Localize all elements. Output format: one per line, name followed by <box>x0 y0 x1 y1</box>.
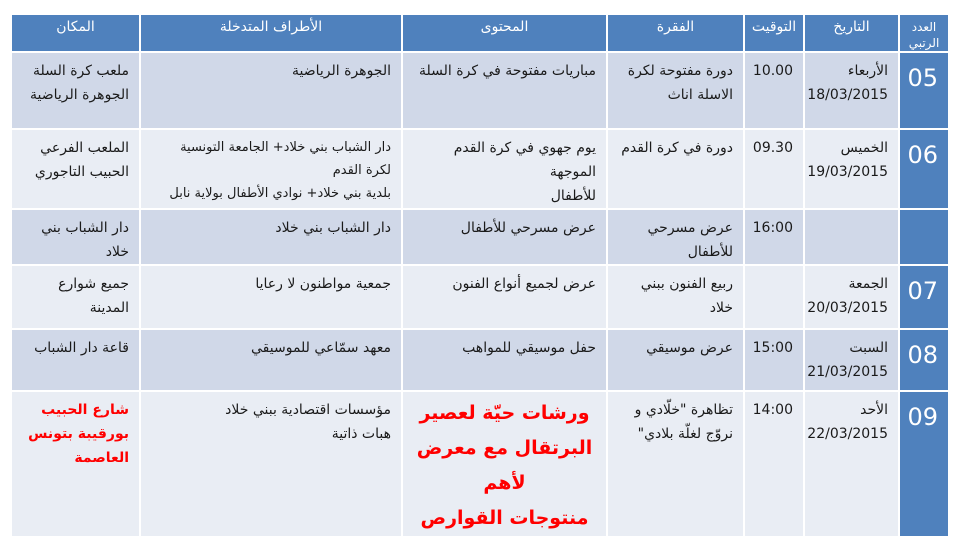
content-line: للأطفال <box>550 188 596 204</box>
content-line: ورشات حيّة لعصير <box>419 402 590 424</box>
item-line: نروّج لغلّة بلادي" <box>637 426 733 442</box>
place-line: الملعب الفرعي <box>40 140 129 156</box>
content-cell <box>402 52 607 129</box>
table-row <box>11 129 949 209</box>
day-name: الخميس <box>840 140 888 156</box>
parties-line: مؤسسات اقتصادية ببني خلاد <box>225 402 391 418</box>
item-cell <box>607 265 744 329</box>
item-line: تظاهرة "خلّادي و <box>634 402 733 418</box>
place-cell <box>11 329 140 391</box>
time-cell: 16:00 <box>744 209 804 265</box>
content-line: مباريات مفتوحة في كرة السلة <box>419 63 596 79</box>
day-name: الأربعاء <box>847 63 888 79</box>
header-item: الفقرة <box>607 14 744 52</box>
item-cell <box>607 329 744 391</box>
date-cell <box>804 391 899 537</box>
item-line: ربيع الفنون ببني خلاد <box>640 276 733 316</box>
item-cell <box>607 52 744 129</box>
day-name: الأحد <box>860 402 888 418</box>
date-cell <box>804 52 899 129</box>
parties-cell <box>140 329 402 391</box>
parties-line: لكرة القدم <box>332 163 391 178</box>
place-line: ملعب كرة السلة <box>32 63 129 79</box>
content-cell <box>402 129 607 209</box>
day-name: الجمعة <box>848 276 888 292</box>
place-cell <box>11 265 140 329</box>
parties-line: هبات ذاتية <box>331 426 391 442</box>
parties-line: معهد سمّاعي للموسيقي <box>251 340 391 356</box>
time-cell: 10.00 <box>744 52 804 129</box>
schedule-table <box>10 13 950 538</box>
place-line: قاعة دار الشباب <box>34 340 129 356</box>
content-line: يوم جهوي في كرة القدم الموجهة <box>453 140 596 180</box>
parties-cell <box>140 52 402 129</box>
date-cell <box>804 209 899 265</box>
date-value: 22/03/2015 <box>807 426 888 442</box>
place-line: دار الشباب بني <box>41 220 129 236</box>
time-cell: 14:00 <box>744 391 804 537</box>
time-cell: 15:00 <box>744 329 804 391</box>
table-row <box>11 391 949 537</box>
row-number: 05 <box>899 52 949 129</box>
row-number <box>899 209 949 265</box>
row-number: 07 <box>899 265 949 329</box>
header-place: المكان <box>11 14 140 52</box>
parties-line: جمعية مواطنون لا رعايا <box>255 276 391 292</box>
item-line: دورة مفتوحة لكرة <box>627 63 733 79</box>
date-value: 19/03/2015 <box>807 164 888 180</box>
item-line: عرض موسيقي <box>646 340 733 356</box>
time-cell: 09.30 <box>744 129 804 209</box>
place-line: العاصمة <box>74 450 129 466</box>
content-cell <box>402 329 607 391</box>
parties-cell <box>140 129 402 209</box>
table-row <box>11 52 949 129</box>
header-content: المحتوى <box>402 14 607 52</box>
place-cell-highlight <box>11 391 140 537</box>
parties-cell <box>140 265 402 329</box>
place-line: المدينة <box>89 300 129 316</box>
item-line: عرض مسرحي للأطفال <box>647 220 733 260</box>
parties-line: الجوهرة الرياضية <box>292 63 391 79</box>
parties-cell <box>140 209 402 265</box>
date-cell <box>804 265 899 329</box>
content-line: منتوجات القوارص <box>420 507 589 529</box>
item-cell <box>607 209 744 265</box>
content-cell <box>402 209 607 265</box>
place-cell <box>11 52 140 129</box>
content-line: عرض لجميع أنواع الفنون <box>452 276 596 292</box>
place-line: بورقيبة بتونس <box>28 426 129 442</box>
date-cell <box>804 329 899 391</box>
date-value: 18/03/2015 <box>807 87 888 103</box>
place-line: الجوهرة الرياضية <box>30 87 129 103</box>
header-time: التوقيت <box>744 14 804 52</box>
content-cell <box>402 265 607 329</box>
item-cell <box>607 129 744 209</box>
place-line: جميع شوارع <box>58 276 129 292</box>
parties-cell <box>140 391 402 537</box>
date-value: 20/03/2015 <box>807 300 888 316</box>
date-cell <box>804 129 899 209</box>
header-date: التاريخ <box>804 14 899 52</box>
header-row <box>11 14 949 52</box>
place-cell <box>11 129 140 209</box>
day-name: السبت <box>849 340 888 356</box>
row-number: 09 <box>899 391 949 537</box>
place-line: الحبيب التاجوري <box>34 164 129 180</box>
item-line: دورة في كرة القدم <box>621 140 733 156</box>
row-number: 08 <box>899 329 949 391</box>
content-line: البرتقال مع معرض لأهم <box>416 437 593 494</box>
parties-line: دار الشباب بني خلاد <box>275 220 391 236</box>
item-cell <box>607 391 744 537</box>
table-row <box>11 209 949 265</box>
item-line: الاسلة اناث <box>667 87 733 103</box>
header-number: العدد الرتبي <box>899 14 949 52</box>
header-parties: الأطراف المتدخلة <box>140 14 402 52</box>
place-line: خلاد <box>105 244 129 260</box>
place-cell <box>11 209 140 265</box>
table-row <box>11 329 949 391</box>
row-number: 06 <box>899 129 949 209</box>
time-cell <box>744 265 804 329</box>
table-row <box>11 265 949 329</box>
content-line: حفل موسيقي للمواهب <box>462 340 596 356</box>
parties-line: بلدية بني خلاد+ نوادي الأطفال بولاية نابل <box>169 186 391 201</box>
content-cell-highlight <box>402 391 607 537</box>
content-line: عرض مسرحي للأطفال <box>460 220 596 236</box>
parties-line: دار الشباب بني خلاد+ الجامعة التونسية <box>180 140 391 155</box>
place-line: شارع الحبيب <box>41 402 129 418</box>
date-value: 21/03/2015 <box>807 364 888 380</box>
